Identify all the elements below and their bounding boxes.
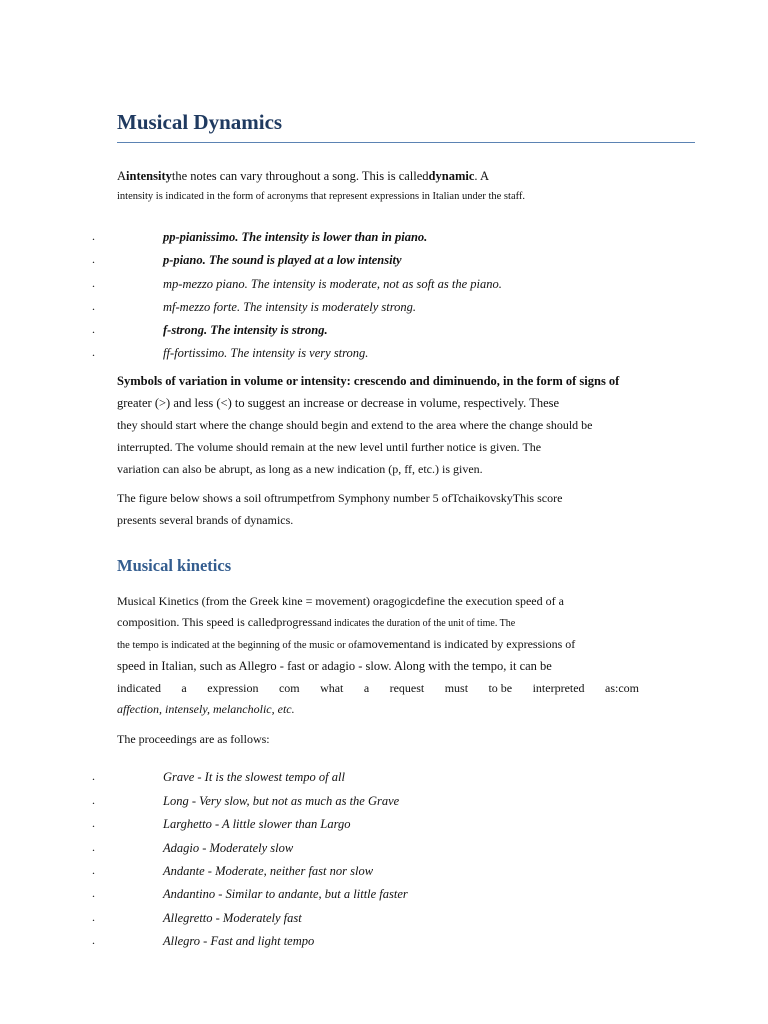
list-item <box>92 252 652 268</box>
bullet-marker: . <box>92 840 95 854</box>
list-item-text: Andantino - Similar to andante, but a little faster <box>163 887 408 901</box>
variation-line-3: they should start where the change should begin and extend to the area where the change should be <box>117 418 593 432</box>
list-item <box>92 276 652 292</box>
word: com <box>278 681 300 695</box>
variation-text: greater (>) and less (<) to suggest an increase or decrease in volume, respectively. These <box>117 396 560 410</box>
word: interpreted <box>532 681 585 695</box>
bullet-marker: . <box>92 910 95 924</box>
variation-line-2 <box>117 395 635 411</box>
list-item-text: pp-pianissimo. The intensity is lower than in piano. <box>163 230 428 244</box>
list-item-text: Andante - Moderate, neither fast nor slow <box>163 864 374 878</box>
intro-line-1 <box>117 168 635 184</box>
bullet-marker: . <box>92 793 95 807</box>
variation-line-1: Symbols of variation in volume or intensity: crescendo and diminuendo, in the form of signs of <box>117 374 620 388</box>
kinetics-line-5 <box>117 680 639 696</box>
list-item <box>92 299 652 315</box>
bullet-marker: . <box>92 299 95 313</box>
bullet-marker: . <box>92 886 95 900</box>
bullet-marker: . <box>92 322 95 336</box>
list-item <box>92 910 652 926</box>
word: as:com <box>605 681 639 695</box>
kinetics-text-small: and indicates the duration of the unit of time. The <box>317 618 516 629</box>
figure-para-line-2: presents several brands of dynamics. <box>117 513 294 527</box>
list-item <box>92 863 652 879</box>
intro-line-2: intensity is indicated in the form of acronyms that represent expressions in Italian under the staff. <box>117 191 526 202</box>
kinetics-line-6: affection, intensely, melancholic, etc. <box>117 702 295 716</box>
bullet-marker: . <box>92 345 95 359</box>
word: request <box>389 681 425 695</box>
list-item-text: Long - Very slow, but not as much as the Grave <box>163 794 400 808</box>
word: to be <box>488 681 513 695</box>
list-item <box>92 840 652 856</box>
list-item-text: f-strong. The intensity is strong. <box>163 323 328 337</box>
list-item <box>92 769 652 785</box>
list-item-text: Larghetto - A little slower than Largo <box>163 817 351 831</box>
page-title: Musical Dynamics <box>117 110 283 134</box>
list-item <box>92 816 652 832</box>
word: a <box>363 681 370 695</box>
list-item-text: ff-fortissimo. The intensity is very strong. <box>163 346 369 360</box>
list-item-text: Allegretto - Moderately fast <box>163 911 302 925</box>
kinetics-line-2 <box>117 614 635 632</box>
list-item-text: Grave - It is the slowest tempo of all <box>163 770 345 784</box>
intro-text: Aintensitythe notes can vary throughout a song. This is calleddynamic. A <box>117 169 489 183</box>
list-item-text: mf-mezzo forte. The intensity is moderately strong. <box>163 300 416 314</box>
list-item <box>92 933 652 949</box>
bullet-marker: . <box>92 252 95 266</box>
kinetics-text: and is indicated by expressions of <box>412 637 576 651</box>
bullet-marker: . <box>92 276 95 290</box>
list-item <box>92 886 652 902</box>
word: expression <box>207 681 259 695</box>
kinetics-text-small: the tempo is indicated at the beginning of the music or of <box>117 640 357 651</box>
word: indicated <box>117 681 161 695</box>
bullet-marker: . <box>92 816 95 830</box>
list-item-text: Adagio - Moderately slow <box>163 841 294 855</box>
variation-line-5: variation can also be abrupt, as long as a new indication (p, ff, etc.) is given. <box>117 462 483 476</box>
word: must <box>444 681 469 695</box>
section-heading: Musical kinetics <box>117 556 232 575</box>
proceedings-intro: The proceedings are as follows: <box>117 732 270 746</box>
bullet-marker: . <box>92 863 95 877</box>
list-item-text: p-piano. The sound is played at a low intensity <box>163 253 402 267</box>
kinetics-text: composition. This speed is calledprogress <box>117 615 318 629</box>
word: what <box>320 681 344 695</box>
bullet-marker: . <box>92 769 95 783</box>
list-item <box>92 322 652 338</box>
kinetics-line-4: speed in Italian, such as Allegro - fast or adagio - slow. Along with the tempo, it can be <box>117 659 552 673</box>
list-item <box>92 345 652 361</box>
kinetics-text: movement <box>362 637 413 651</box>
list-item <box>92 793 652 809</box>
list-item-text: mp-mezzo piano. The intensity is moderate, not as soft as the piano. <box>163 277 502 291</box>
title-underline <box>117 142 695 143</box>
figure-para-line-1: The figure below shows a soil oftrumpetfrom Symphony number 5 ofTchaikovskyThis score <box>117 491 563 505</box>
bullet-marker: . <box>92 229 95 243</box>
kinetics-line-1: Musical Kinetics (from the Greek kine = movement) oragogicdefine the execution speed of a <box>117 594 564 608</box>
kinetics-line-3 <box>117 636 635 654</box>
word: a <box>181 681 187 695</box>
kinetics-text: a <box>356 637 363 651</box>
list-item-text: Allegro - Fast and light tempo <box>163 934 315 948</box>
list-item <box>92 229 652 245</box>
variation-line-4: interrupted. The volume should remain at the new level until further notice is given. The <box>117 440 542 454</box>
bullet-marker: . <box>92 933 95 947</box>
